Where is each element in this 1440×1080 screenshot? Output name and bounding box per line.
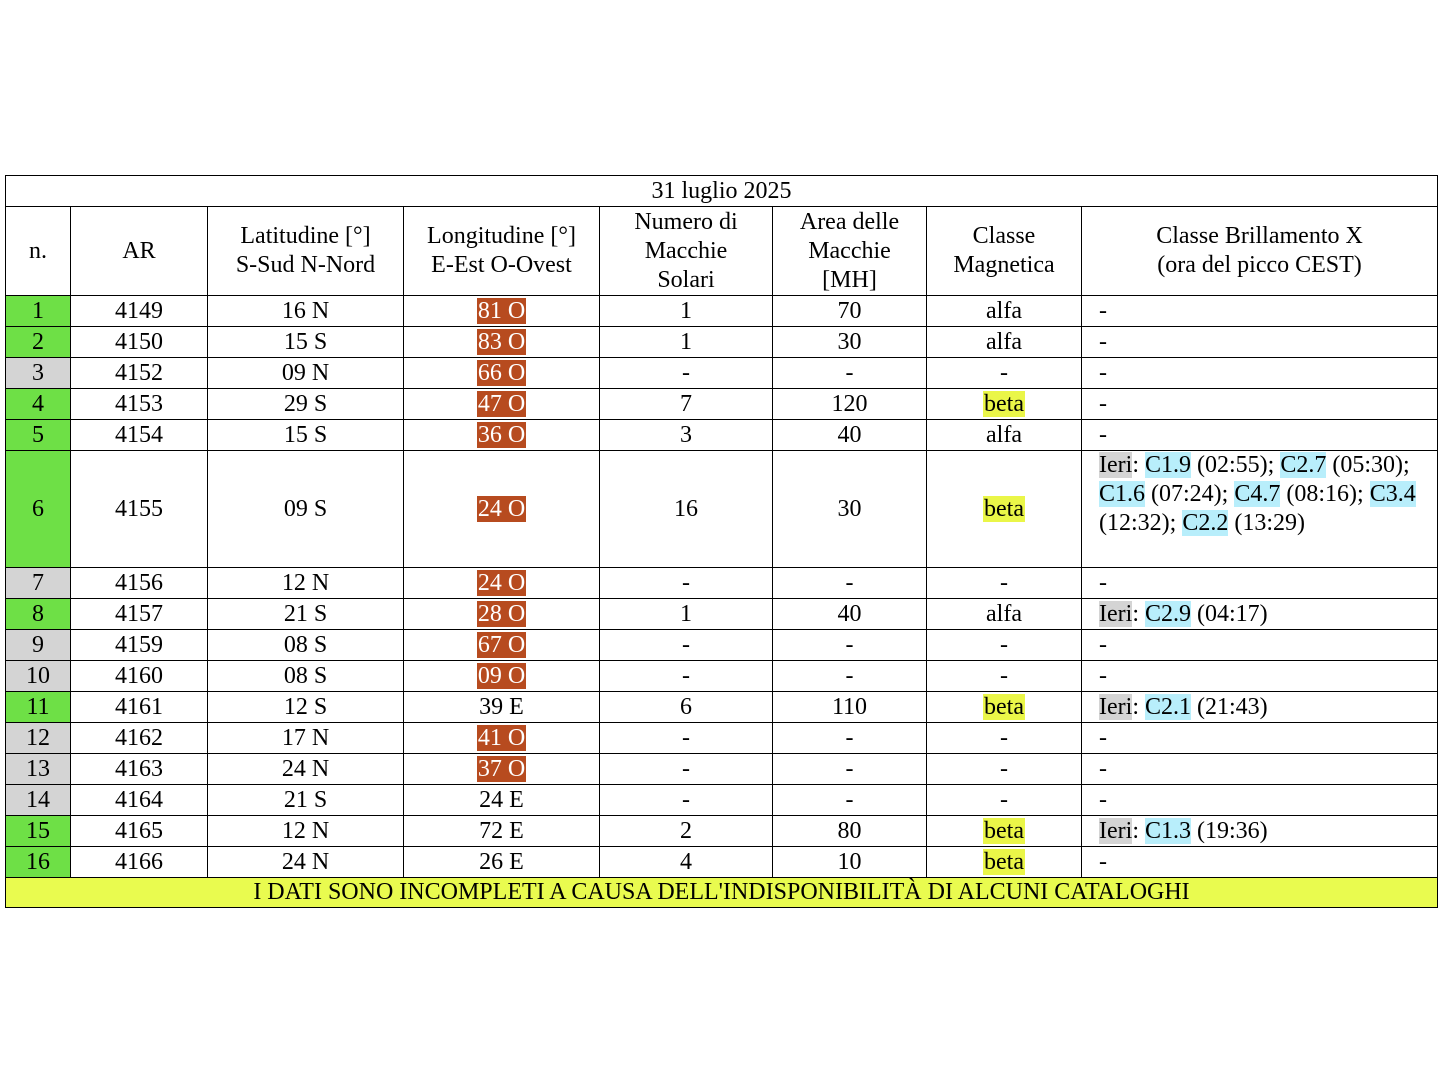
latitude: 16 N	[208, 296, 404, 327]
row-number: 5	[6, 420, 71, 451]
spot-count: -	[600, 358, 773, 389]
header-latitude: Latitudine [°] S-Sud N-Nord	[208, 207, 404, 296]
flare-events: -	[1082, 661, 1438, 692]
row-number: 13	[6, 754, 71, 785]
table-row	[6, 630, 1438, 661]
flare-peak-time: (07:24)	[1151, 481, 1222, 507]
flare-day-label: Ieri	[1099, 817, 1133, 844]
longitude	[404, 599, 600, 630]
spot-count: 3	[600, 420, 773, 451]
spot-count: 6	[600, 692, 773, 723]
magnetic-class-value: -	[1000, 724, 1008, 751]
table-row	[6, 723, 1438, 754]
table-row	[6, 661, 1438, 692]
longitude	[404, 630, 600, 661]
flare-peak-time: (05:30)	[1332, 452, 1403, 478]
active-region: 4160	[71, 661, 208, 692]
longitude	[404, 816, 600, 847]
magnetic-class	[927, 785, 1082, 816]
spot-area: 10	[773, 847, 927, 878]
spot-count: -	[600, 568, 773, 599]
magnetic-class-value: -	[1000, 569, 1008, 596]
longitude-value: 24 O	[477, 569, 526, 596]
row-number: 2	[6, 327, 71, 358]
spot-area: 70	[773, 296, 927, 327]
spot-area: -	[773, 661, 927, 692]
magnetic-class	[927, 661, 1082, 692]
flare-events: -	[1082, 358, 1438, 389]
longitude	[404, 661, 600, 692]
magnetic-class	[927, 754, 1082, 785]
table-title: 31 luglio 2025	[6, 176, 1438, 207]
flare-peak-time: (19:36)	[1197, 817, 1268, 844]
table-row	[6, 296, 1438, 327]
latitude: 12 N	[208, 816, 404, 847]
spot-area: -	[773, 568, 927, 599]
longitude-value: 72 E	[479, 817, 524, 844]
flare-events: Ieri: C1.3 (19:36)	[1082, 816, 1438, 847]
longitude	[404, 785, 600, 816]
spot-count: 2	[600, 816, 773, 847]
active-region: 4154	[71, 420, 208, 451]
longitude	[404, 723, 600, 754]
spot-count: 1	[600, 327, 773, 358]
header-flare-class: Classe Brillamento X (ora del picco CEST)	[1082, 207, 1438, 296]
flare-class: C1.6	[1099, 481, 1146, 507]
spot-area: 110	[773, 692, 927, 723]
longitude	[404, 389, 600, 420]
longitude-value: 24 O	[477, 495, 526, 522]
flare-events: -	[1082, 785, 1438, 816]
longitude	[404, 451, 600, 568]
latitude: 17 N	[208, 723, 404, 754]
row-number: 12	[6, 723, 71, 754]
active-region: 4152	[71, 358, 208, 389]
flare-class: C3.4	[1369, 481, 1416, 507]
spot-count: -	[600, 785, 773, 816]
footer-notice: I DATI SONO INCOMPLETI A CAUSA DELL'INDISPONIBILITÀ DI ALCUNI CATALOGHI	[6, 878, 1438, 908]
header-n: n.	[6, 207, 71, 296]
table-row	[6, 389, 1438, 420]
spot-area: -	[773, 358, 927, 389]
active-region: 4166	[71, 847, 208, 878]
row-number: 16	[6, 847, 71, 878]
spot-count: 1	[600, 296, 773, 327]
longitude-value: 09 O	[477, 662, 526, 689]
flare-class: C2.2	[1182, 510, 1229, 536]
longitude	[404, 568, 600, 599]
table-row	[6, 847, 1438, 878]
magnetic-class-value: alfa	[986, 600, 1022, 627]
latitude: 12 N	[208, 568, 404, 599]
flare-events: Ieri: C2.1 (21:43)	[1082, 692, 1438, 723]
latitude: 08 S	[208, 661, 404, 692]
spot-area: -	[773, 785, 927, 816]
flare-day-label: Ieri	[1099, 693, 1133, 720]
flare-peak-time: (12:32)	[1099, 510, 1170, 536]
longitude-value: 41 O	[477, 724, 526, 751]
flare-events: -	[1082, 389, 1438, 420]
latitude: 12 S	[208, 692, 404, 723]
longitude	[404, 420, 600, 451]
magnetic-class-value: alfa	[986, 297, 1022, 324]
table-row	[6, 420, 1438, 451]
table-row	[6, 358, 1438, 389]
longitude-value: 39 E	[479, 693, 524, 720]
magnetic-class-value: beta	[984, 848, 1024, 875]
longitude-value: 36 O	[477, 421, 526, 448]
row-number: 9	[6, 630, 71, 661]
active-region: 4161	[71, 692, 208, 723]
row-number: 15	[6, 816, 71, 847]
active-region: 4149	[71, 296, 208, 327]
longitude-value: 81 O	[477, 297, 526, 324]
spot-count: 1	[600, 599, 773, 630]
flare-events: -	[1082, 723, 1438, 754]
magnetic-class	[927, 723, 1082, 754]
flare-class: C2.1	[1144, 693, 1191, 720]
longitude	[404, 296, 600, 327]
active-region: 4157	[71, 599, 208, 630]
header-spot-count: Numero di Macchie Solari	[600, 207, 773, 296]
longitude	[404, 327, 600, 358]
table-row	[6, 451, 1438, 568]
row-number: 7	[6, 568, 71, 599]
flare-events: Ieri: C2.9 (04:17)	[1082, 599, 1438, 630]
spot-count: -	[600, 661, 773, 692]
table-row	[6, 599, 1438, 630]
row-number: 10	[6, 661, 71, 692]
row-number: 6	[6, 451, 71, 568]
spot-area: 30	[773, 451, 927, 568]
longitude-value: 83 O	[477, 328, 526, 355]
magnetic-class-value: beta	[984, 693, 1024, 720]
latitude: 15 S	[208, 420, 404, 451]
table-body	[6, 296, 1438, 878]
magnetic-class	[927, 358, 1082, 389]
table-row	[6, 692, 1438, 723]
table-row	[6, 327, 1438, 358]
flare-day-label: Ieri	[1099, 600, 1133, 627]
flare-events: -	[1082, 296, 1438, 327]
row-number: 14	[6, 785, 71, 816]
active-region: 4159	[71, 630, 208, 661]
flare-events: -	[1082, 568, 1438, 599]
magnetic-class-value: -	[1000, 662, 1008, 689]
spot-area: 80	[773, 816, 927, 847]
spot-area: 30	[773, 327, 927, 358]
longitude-value: 26 E	[479, 848, 524, 875]
longitude	[404, 358, 600, 389]
active-region: 4156	[71, 568, 208, 599]
longitude	[404, 847, 600, 878]
active-region: 4162	[71, 723, 208, 754]
active-region: 4163	[71, 754, 208, 785]
flare-peak-time: (02:55)	[1197, 452, 1268, 478]
flare-events: -	[1082, 420, 1438, 451]
active-region: 4155	[71, 451, 208, 568]
row-number: 1	[6, 296, 71, 327]
flare-class: C1.3	[1144, 817, 1191, 844]
magnetic-class	[927, 327, 1082, 358]
latitude: 24 N	[208, 847, 404, 878]
flare-peak-time: (21:43)	[1197, 693, 1268, 720]
spot-count: -	[600, 723, 773, 754]
active-region: 4164	[71, 785, 208, 816]
flare-peak-time: (08:16)	[1286, 481, 1358, 507]
flare-events: -	[1082, 630, 1438, 661]
magnetic-class-value: beta	[984, 495, 1024, 522]
spot-count: -	[600, 630, 773, 661]
row-number: 11	[6, 692, 71, 723]
latitude: 09 N	[208, 358, 404, 389]
magnetic-class-value: beta	[984, 390, 1024, 417]
flare-events: -	[1082, 754, 1438, 785]
longitude	[404, 692, 600, 723]
flare-events: -	[1082, 847, 1438, 878]
magnetic-class	[927, 816, 1082, 847]
active-region: 4153	[71, 389, 208, 420]
spot-area: -	[773, 754, 927, 785]
latitude: 15 S	[208, 327, 404, 358]
spot-area: 40	[773, 420, 927, 451]
table-row	[6, 785, 1438, 816]
spot-area: 120	[773, 389, 927, 420]
spot-area: 40	[773, 599, 927, 630]
magnetic-class	[927, 420, 1082, 451]
sunspot-table	[5, 175, 1438, 908]
longitude-value: 47 O	[477, 390, 526, 417]
longitude-value: 66 O	[477, 359, 526, 386]
active-region: 4165	[71, 816, 208, 847]
spot-count: 16	[600, 451, 773, 568]
table-row	[6, 816, 1438, 847]
table-row	[6, 568, 1438, 599]
latitude: 29 S	[208, 389, 404, 420]
row-number: 8	[6, 599, 71, 630]
spot-count: -	[600, 754, 773, 785]
magnetic-class-value: -	[1000, 359, 1008, 386]
magnetic-class-value: alfa	[986, 328, 1022, 355]
flare-events: Ieri: C1.9 (02:55); C2.7 (05:30); C1.6 (07:24); C4.7 (08:16); C3.4 (12:32); C2.2 (13:29)	[1082, 451, 1438, 568]
header-longitude: Longitudine [°] E-Est O-Ovest	[404, 207, 600, 296]
flare-peak-time: (13:29)	[1234, 510, 1305, 536]
flare-class: C2.7	[1280, 452, 1327, 478]
flare-events: -	[1082, 327, 1438, 358]
magnetic-class	[927, 692, 1082, 723]
magnetic-class-value: alfa	[986, 421, 1022, 448]
row-number: 3	[6, 358, 71, 389]
magnetic-class	[927, 296, 1082, 327]
flare-peak-time: (04:17)	[1197, 600, 1268, 627]
longitude-value: 67 O	[477, 631, 526, 658]
header-ar: AR	[71, 207, 208, 296]
flare-class: C1.9	[1144, 452, 1191, 478]
longitude-value: 28 O	[477, 600, 526, 627]
flare-day-label: Ieri	[1099, 452, 1133, 478]
spot-area: -	[773, 630, 927, 661]
spot-area: -	[773, 723, 927, 754]
magnetic-class	[927, 630, 1082, 661]
magnetic-class-value: -	[1000, 786, 1008, 813]
magnetic-class-value: beta	[984, 817, 1024, 844]
magnetic-class	[927, 451, 1082, 568]
longitude	[404, 754, 600, 785]
magnetic-class	[927, 847, 1082, 878]
row-number: 4	[6, 389, 71, 420]
latitude: 09 S	[208, 451, 404, 568]
flare-class: C2.9	[1144, 600, 1191, 627]
flare-class: C4.7	[1234, 481, 1281, 507]
longitude-value: 37 O	[477, 755, 526, 782]
magnetic-class	[927, 568, 1082, 599]
header-magnetic-class: Classe Magnetica	[927, 207, 1082, 296]
latitude: 08 S	[208, 630, 404, 661]
spot-count: 4	[600, 847, 773, 878]
latitude: 24 N	[208, 754, 404, 785]
magnetic-class-value: -	[1000, 755, 1008, 782]
active-region: 4150	[71, 327, 208, 358]
magnetic-class	[927, 389, 1082, 420]
magnetic-class-value: -	[1000, 631, 1008, 658]
latitude: 21 S	[208, 599, 404, 630]
table-row	[6, 754, 1438, 785]
latitude: 21 S	[208, 785, 404, 816]
longitude-value: 24 E	[479, 786, 524, 813]
spot-count: 7	[600, 389, 773, 420]
header-spot-area: Area delle Macchie [MH]	[773, 207, 927, 296]
magnetic-class	[927, 599, 1082, 630]
